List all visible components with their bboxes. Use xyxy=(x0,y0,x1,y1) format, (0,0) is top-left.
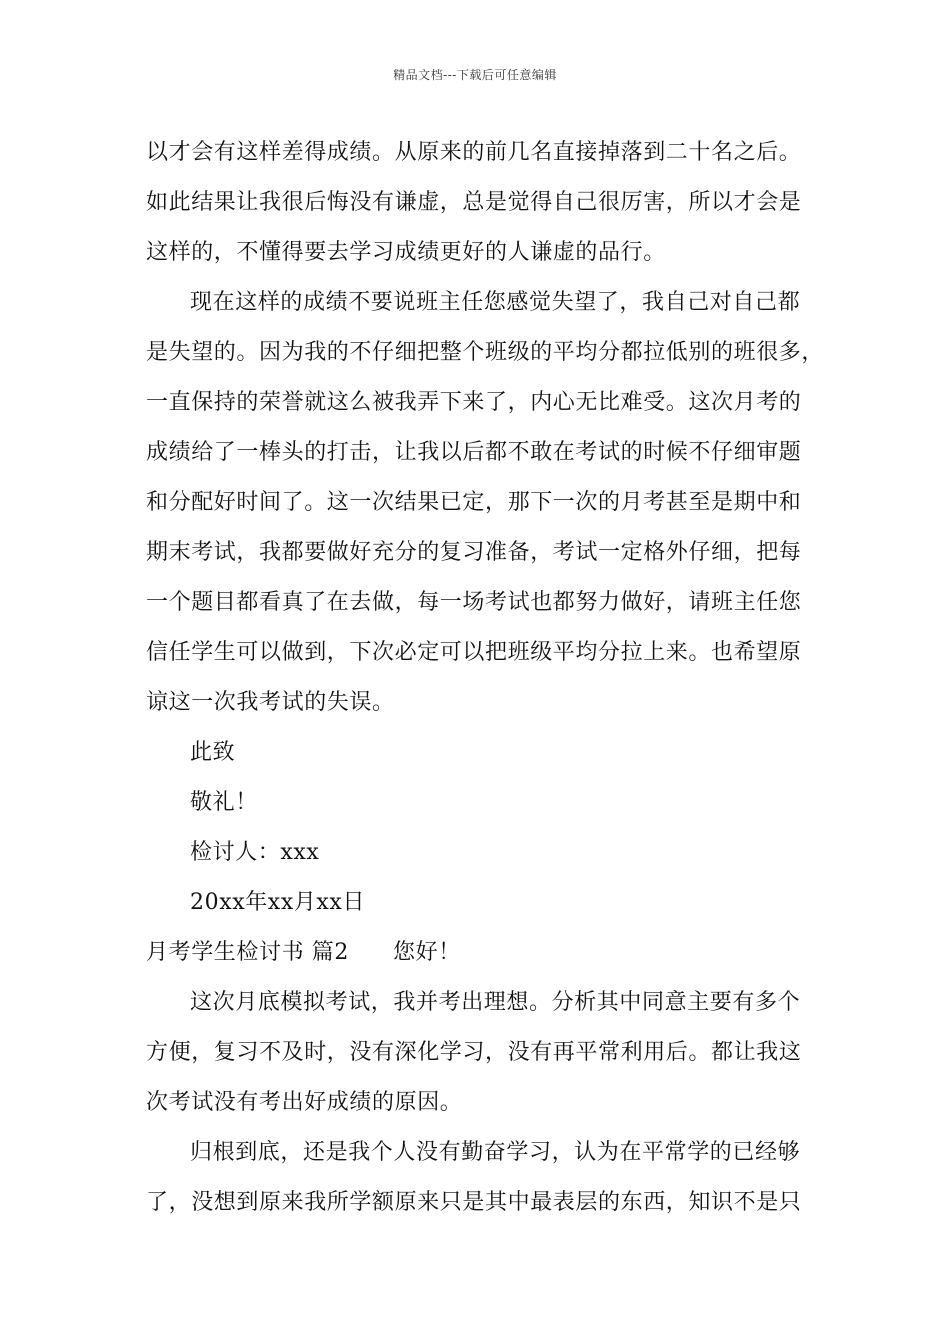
text-line: 是失望的。因为我的不仔细把整个班级的平均分都拉低别的班很多， xyxy=(146,340,825,365)
greeting: 您好！ xyxy=(393,940,461,965)
text-line: 和分配好时间了。这一次结果已定，那下一次的月考甚至是期中和 xyxy=(146,490,802,515)
text-line: 信任学生可以做到，下次必定可以把班级平均分拉上来。也希望原 xyxy=(146,640,802,665)
page-header: 精品文档---下载后可任意编辑 xyxy=(393,68,557,82)
signature-line: 检讨人：xxx xyxy=(190,840,320,865)
text-line: 一个题目都看真了在去做，每一场考试也都努力做好，请班主任您 xyxy=(146,590,802,615)
date-line: 20xx年xx月xx日 xyxy=(190,890,366,915)
text-line: 谅这一次我考试的失误。 xyxy=(146,690,395,715)
text-line: 现在这样的成绩不要说班主任您感觉失望了，我自己对自己都 xyxy=(190,290,801,315)
text-line: 如此结果让我很后悔没有谦虚，总是觉得自己很厉害，所以才会是 xyxy=(146,190,802,215)
text-line: 一直保持的荣誉就这么被我弄下来了，内心无比难受。这次月考的 xyxy=(146,390,802,415)
section-title: 月考学生检讨书 篇2 xyxy=(146,940,349,965)
text-line: 成绩给了一棒头的打击，让我以后都不敢在考试的时候不仔细审题 xyxy=(146,440,802,465)
salutation-line: 此致 xyxy=(190,740,236,765)
text-line: 方便，复习不及时，没有深化学习，没有再平常利用后。都让我这 xyxy=(146,1040,802,1065)
text-line: 了，没想到原来我所学额原来只是其中最表层的东西，知识不是只 xyxy=(146,1190,802,1215)
section-title-line xyxy=(146,928,816,978)
text-line: 次考试没有考出好成绩的原因。 xyxy=(146,1090,463,1115)
text-line: 归根到底，还是我个人没有勤奋学习，认为在平常学的已经够 xyxy=(190,1140,801,1165)
text-line: 期末考试，我都要做好充分的复习准备，考试一定格外仔细，把每 xyxy=(146,540,802,565)
document-body xyxy=(146,128,825,1228)
text-line: 这样的，不懂得要去学习成绩更好的人谦虚的品行。 xyxy=(146,240,666,265)
text-line: 这次月底模拟考试，我并考出理想。分析其中同意主要有多个 xyxy=(190,990,801,1015)
salutation-line: 敬礼！ xyxy=(190,790,258,815)
text-line: 以才会有这样差得成绩。从原来的前几名直接掉落到二十名之后。 xyxy=(146,140,802,165)
